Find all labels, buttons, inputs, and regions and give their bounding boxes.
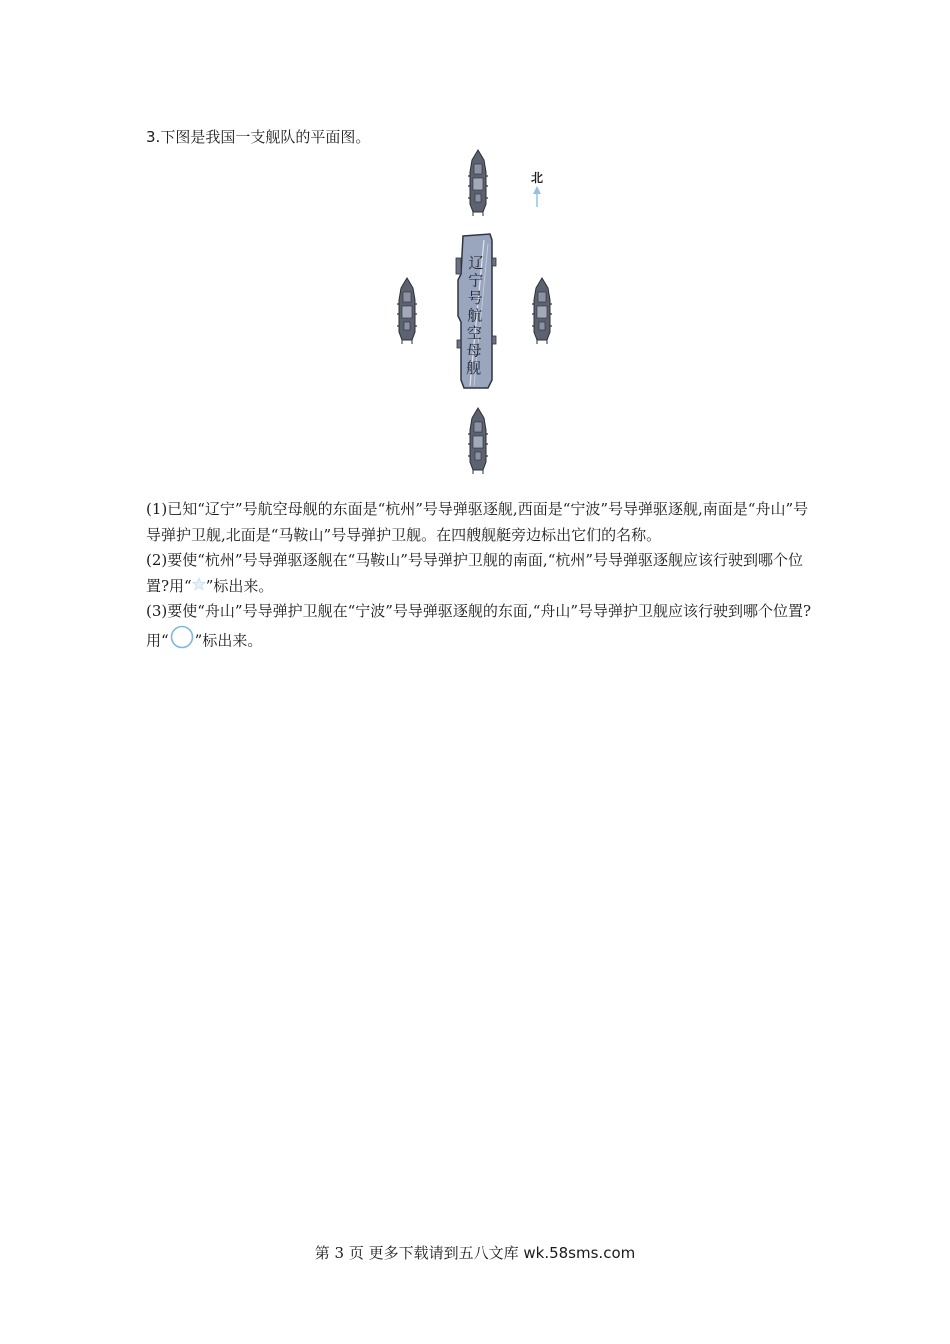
footer-text: 第 3 页 更多下载请到五八文库	[314, 1244, 524, 1262]
ship-icon-east	[532, 278, 552, 344]
carrier-label-char: 航	[467, 306, 483, 325]
sub-question-2	[146, 548, 816, 599]
ship-icon-south	[468, 408, 488, 474]
aircraft-carrier-icon	[456, 234, 496, 388]
ship-icon-west	[397, 278, 417, 344]
question-number: 3.	[146, 128, 161, 146]
carrier-label-char: 空	[466, 324, 482, 342]
carrier-label-char: 母	[466, 341, 482, 360]
sub-question-3-text-b: ”标出来。	[194, 631, 263, 649]
page-footer	[0, 1242, 950, 1263]
sub-question-2-text-b: ”标出来。	[205, 576, 274, 595]
sub-question-1	[146, 497, 816, 548]
star-icon	[192, 574, 206, 600]
sub-question-3	[146, 599, 816, 657]
north-label: 北	[530, 171, 544, 185]
north-arrow-icon	[531, 171, 543, 207]
question-text: 下图是我国一支舰队的平面图。	[160, 128, 371, 146]
sub-questions	[146, 497, 816, 657]
footer-url[interactable]: wk.58sms.com	[523, 1244, 636, 1262]
fleet-diagram	[390, 140, 560, 480]
carrier-label-char: 舰	[466, 359, 482, 377]
sub-question-2-text-a: (2)要使“杭州”号导弹驱逐舰在“马鞍山”号导弹护卫舰的南面,“杭州”号导弹驱逐舰应该行驶到哪个位置?用“	[146, 551, 804, 595]
carrier-label-char: 号	[467, 289, 483, 307]
carrier-label	[466, 254, 483, 377]
carrier-label-char: 宁	[468, 271, 484, 290]
carrier-label-char: 辽	[468, 254, 484, 272]
sub-question-3-text-a: (3)要使“舟山”号导弹护卫舰在“宁波”号导弹驱逐舰的东面,“舟山”号导弹护卫舰应该行驶到哪个位置?用“	[146, 602, 812, 649]
question-title	[146, 127, 370, 147]
ship-icon-north	[468, 150, 488, 216]
circle-icon	[169, 625, 195, 658]
sub-question-1-text: (1)已知“辽宁”号航空母舰的东面是“杭州”号导弹驱逐舰,西面是“宁波”号导弹驱逐舰,南面是“舟山”号导弹护卫舰,北面是“马鞍山”号导弹护卫舰。在四艘舰艇旁边标出它们的名称。	[146, 500, 809, 544]
